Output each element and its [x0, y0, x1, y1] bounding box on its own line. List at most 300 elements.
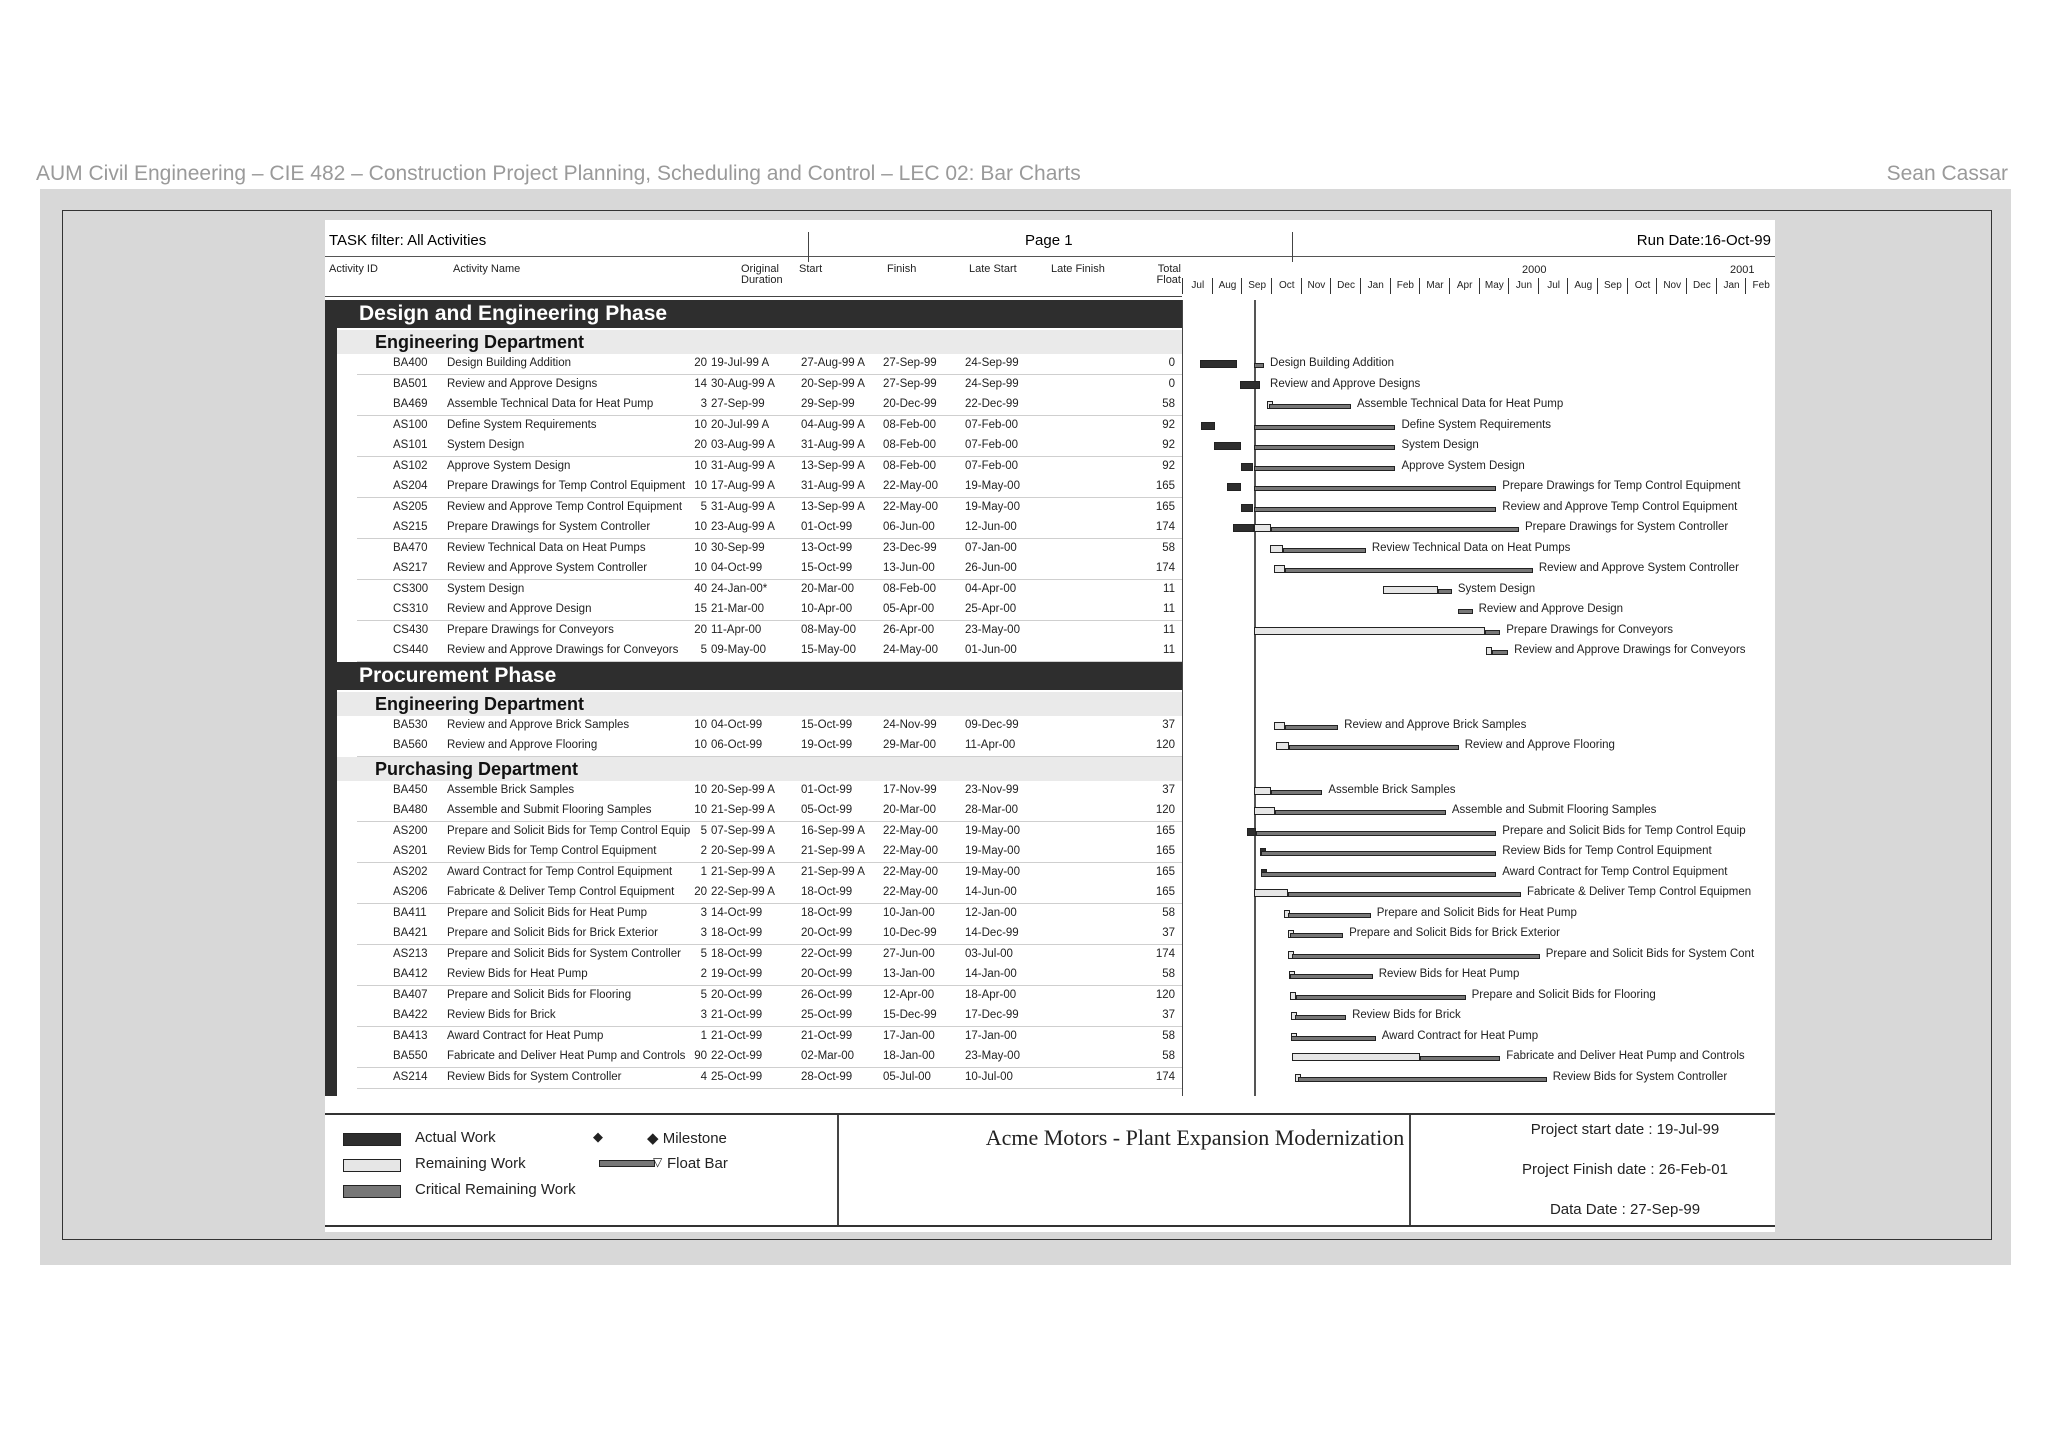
duration: 90: [694, 1050, 707, 1062]
activity-name: Review Bids for Temp Control Equipment: [447, 845, 657, 857]
late-finish: 19-May-00: [965, 865, 1020, 878]
table-row[interactable]: [357, 842, 1182, 863]
start-date: 30-Sep-99: [711, 541, 765, 554]
duration: 10: [694, 783, 707, 796]
col-total-float: Total Float: [1156, 263, 1181, 286]
activity-name: Review Bids for Brick: [447, 1009, 556, 1021]
table-row[interactable]: [357, 641, 1182, 662]
float-bar: [1261, 851, 1496, 856]
activity-name: Review and Approve Designs: [447, 377, 598, 390]
total-float: 11: [1163, 603, 1175, 615]
float-bar: [1254, 363, 1264, 368]
total-float: 165: [1155, 824, 1175, 837]
late-finish: 10-Jul-00: [965, 1070, 1013, 1083]
task-filter: TASK filter: All Activities: [329, 232, 487, 249]
float-bar: [1254, 486, 1496, 491]
late-finish: 19-May-00: [965, 824, 1020, 837]
gantt-bar-label: Assemble Brick Samples: [1328, 783, 1456, 796]
divider: [1409, 1115, 1411, 1225]
activity-id: BA421: [393, 927, 428, 939]
actual-work-bar: [1233, 524, 1254, 532]
table-row[interactable]: [357, 539, 1182, 560]
late-start: 20-Mar-00: [883, 804, 937, 816]
month-label: Sep: [1597, 278, 1628, 294]
start-date: 11-Apr-00: [711, 623, 762, 636]
finish-date: 05-Oct-99: [801, 804, 853, 816]
late-finish: 07-Jan-00: [965, 541, 1017, 554]
slide-header-author: Sean Cassar: [1886, 162, 2008, 185]
gantt-bar-label: Fabricate and Deliver Heat Pump and Controls: [1506, 1050, 1745, 1062]
legend-float: Float Bar: [667, 1155, 728, 1172]
table-row[interactable]: [357, 1047, 1182, 1068]
activity-id: BA560: [393, 739, 428, 751]
late-finish: 03-Jul-00: [965, 947, 1013, 960]
table-row[interactable]: [357, 945, 1182, 966]
gantt-bar-label: Review Bids for Heat Pump: [1378, 968, 1520, 980]
remaining-work-bar: [1383, 586, 1438, 594]
activity-id: AS213: [393, 947, 428, 960]
col-finish: Finish: [887, 263, 917, 275]
late-start: 10-Jan-00: [883, 906, 935, 919]
float-bar: [1275, 810, 1446, 815]
month-label: Jul: [1182, 278, 1213, 294]
activity-name: Prepare Drawings for Temp Control Equipment: [447, 480, 686, 492]
table-row[interactable]: [357, 883, 1182, 904]
gantt-bar-label: Review Bids for Brick: [1352, 1009, 1461, 1021]
late-start: 22-May-00: [883, 865, 938, 878]
float-bar: [1271, 527, 1519, 532]
duration: 14: [694, 377, 707, 390]
activity-id: AS215: [393, 521, 428, 533]
late-finish: 12-Jan-00: [965, 906, 1017, 919]
finish-date: 02-Mar-00: [801, 1050, 855, 1062]
month-label: Dec: [1686, 278, 1717, 294]
remaining-work-bar: [1276, 742, 1289, 750]
float-bar-swatch: [599, 1160, 655, 1167]
department-header: [337, 330, 1182, 354]
float-bar: [1295, 1015, 1346, 1020]
late-finish: 01-Jun-00: [965, 644, 1017, 656]
late-start: 29-Mar-00: [883, 739, 937, 751]
duration: 10: [694, 739, 707, 751]
gantt-bar-label: Prepare and Solicit Bids for Heat Pump: [1376, 906, 1577, 919]
late-start: 24-May-00: [883, 644, 938, 656]
activity-id: BA550: [393, 1050, 428, 1062]
table-row[interactable]: [357, 986, 1182, 1007]
float-bar: [1254, 425, 1395, 430]
duration: 10: [694, 418, 707, 431]
late-finish: 24-Sep-99: [965, 377, 1019, 390]
late-start: 05-Jul-00: [883, 1070, 931, 1083]
float-bar: [1296, 995, 1466, 1000]
left-stripe: [325, 300, 337, 1096]
duration: 5: [700, 947, 707, 960]
late-start: 18-Jan-00: [883, 1050, 935, 1062]
activity-id: BA407: [393, 988, 428, 1001]
activity-name: Prepare Drawings for Conveyors: [447, 623, 614, 636]
activity-name: Fabricate & Deliver Temp Control Equipment: [447, 886, 675, 898]
finish-date: 01-Oct-99: [801, 521, 853, 533]
activity-name: Review Bids for System Controller: [447, 1070, 622, 1083]
col-activity-name: Activity Name: [453, 263, 521, 275]
activity-name: Assemble Brick Samples: [447, 783, 575, 796]
activity-id: BA413: [393, 1029, 428, 1042]
activity-id: AS100: [393, 418, 428, 431]
late-finish: 25-Apr-00: [965, 603, 1017, 615]
total-float: 174: [1155, 947, 1175, 960]
total-float: 165: [1155, 865, 1175, 878]
activity-name: Prepare and Solicit Bids for Temp Control Equip: [447, 824, 691, 837]
float-bar: [1291, 1036, 1376, 1041]
project-title: Acme Motors - Plant Expansion Modernization: [985, 1125, 1405, 1150]
start-date: 24-Jan-00*: [711, 582, 768, 595]
month-label: May: [1479, 278, 1510, 294]
late-finish: 14-Jan-00: [965, 968, 1017, 980]
activity-name: Assemble and Submit Flooring Samples: [447, 804, 652, 816]
table-row[interactable]: [357, 375, 1182, 396]
total-float: 11: [1163, 623, 1175, 636]
slide-header-course: AUM Civil Engineering – CIE 482 – Construction Project Planning, Scheduling and Control – LEC 02: Bar Charts: [36, 162, 1081, 185]
duration: 3: [700, 906, 707, 919]
duration: 1: [700, 1029, 707, 1042]
gantt-bar-label: Review and Approve Brick Samples: [1344, 718, 1527, 731]
finish-date: 31-Aug-99 A: [801, 480, 865, 492]
duration: 10: [694, 521, 707, 533]
finish-date: 13-Sep-99 A: [801, 459, 865, 472]
float-bar: [1438, 589, 1452, 594]
float-bar: [1290, 933, 1343, 938]
float-bar: [1492, 650, 1508, 655]
late-finish: 09-Dec-99: [965, 718, 1019, 731]
actual-work-bar: [1241, 463, 1253, 471]
table-row[interactable]: [357, 924, 1182, 945]
activity-id: AS214: [393, 1070, 428, 1083]
activity-id: BA400: [393, 357, 428, 369]
total-float: 58: [1162, 398, 1175, 410]
remaining-work-swatch: [343, 1159, 401, 1172]
activity-id: CS430: [393, 623, 429, 636]
start-date: 19-Oct-99: [711, 968, 763, 980]
gantt-bar-label: Prepare Drawings for System Controller: [1525, 521, 1729, 533]
month-label: Oct: [1627, 278, 1658, 294]
total-float: 165: [1155, 886, 1175, 898]
late-finish: 14-Jun-00: [965, 886, 1017, 898]
activity-id: AS206: [393, 886, 428, 898]
late-start: 22-May-00: [883, 480, 938, 492]
month-label: Apr: [1449, 278, 1480, 294]
activity-id: BA422: [393, 1009, 428, 1021]
table-row[interactable]: [357, 580, 1182, 601]
duration: 3: [700, 927, 707, 939]
actual-work-bar: [1241, 504, 1253, 512]
month-label: Feb: [1390, 278, 1421, 294]
table-row[interactable]: [357, 498, 1182, 519]
duration: 10: [694, 562, 707, 574]
late-finish: 22-Dec-99: [965, 398, 1019, 410]
float-bar: [1298, 1077, 1547, 1082]
start-date: 25-Oct-99: [711, 1070, 763, 1083]
table-row[interactable]: [357, 1006, 1182, 1027]
total-float: 174: [1155, 521, 1175, 533]
col-start: Start: [799, 263, 823, 275]
remaining-work-bar: [1274, 565, 1285, 573]
late-start: 08-Feb-00: [883, 459, 937, 472]
table-row[interactable]: [357, 518, 1182, 539]
remaining-work-bar: [1292, 1053, 1420, 1061]
activity-name: Prepare and Solicit Bids for Heat Pump: [447, 906, 648, 919]
duration: 5: [700, 988, 707, 1001]
activity-name: Prepare Drawings for System Controller: [447, 521, 651, 533]
duration: 20: [694, 623, 707, 636]
late-start: 17-Jan-00: [883, 1029, 935, 1042]
float-bar: [1254, 466, 1395, 471]
department-title: Engineering Department: [375, 332, 585, 352]
divider: [325, 296, 1182, 297]
activity-id: CS300: [393, 582, 429, 595]
divider: [837, 1115, 839, 1225]
remaining-work-bar: [1254, 524, 1271, 532]
table-row[interactable]: [357, 416, 1182, 437]
table-row[interactable]: [357, 600, 1182, 621]
late-start: 10-Dec-99: [883, 927, 937, 939]
activity-name: Review and Approve Design: [447, 603, 592, 615]
finish-date: 27-Aug-99 A: [801, 357, 865, 369]
activity-id: BA450: [393, 783, 428, 796]
finish-date: 28-Oct-99: [801, 1070, 853, 1083]
finish-date: 31-Aug-99 A: [801, 439, 865, 451]
late-finish: 07-Feb-00: [965, 439, 1019, 451]
table-row[interactable]: [357, 559, 1182, 580]
table-row[interactable]: [357, 1027, 1182, 1048]
table-row[interactable]: [357, 621, 1182, 642]
activity-id: AS204: [393, 480, 428, 492]
duration: 2: [700, 845, 707, 857]
late-start: 27-Jun-00: [883, 947, 935, 960]
finish-date: 21-Sep-99 A: [801, 845, 865, 857]
start-date: 22-Sep-99 A: [711, 886, 775, 898]
gantt-bar-label: Prepare Drawings for Conveyors: [1506, 623, 1674, 636]
late-start: 05-Apr-00: [883, 603, 935, 615]
timeline-header: [1182, 264, 1775, 296]
late-start: 15-Dec-99: [883, 1009, 937, 1021]
project-start-date: Project start date : 19-Jul-99: [1530, 1121, 1720, 1138]
float-bar: [1289, 745, 1459, 750]
late-finish: 17-Jan-00: [965, 1029, 1017, 1042]
finish-date: 13-Sep-99 A: [801, 500, 865, 513]
critical-work-swatch: [343, 1185, 401, 1198]
late-start: 22-May-00: [883, 824, 938, 837]
late-finish: 07-Feb-00: [965, 459, 1019, 472]
start-date: 30-Aug-99 A: [711, 377, 775, 390]
phase-header: [325, 662, 1182, 690]
gantt-bar-label: Prepare and Solicit Bids for System Cont: [1545, 947, 1755, 960]
float-bar: [1261, 872, 1496, 877]
duration: 2: [700, 968, 707, 980]
late-finish: 19-May-00: [965, 500, 1020, 513]
month-label: Dec: [1330, 278, 1361, 294]
total-float: 37: [1162, 718, 1175, 731]
finish-date: 19-Oct-99: [801, 739, 853, 751]
total-float: 58: [1162, 541, 1175, 554]
late-finish: 07-Feb-00: [965, 418, 1019, 431]
legend-milestone: ◆ Milestone: [647, 1130, 727, 1147]
table-row[interactable]: [357, 716, 1182, 737]
gantt-bar-label: Review and Approve Temp Control Equipment: [1502, 500, 1738, 513]
gantt-bar-label: Define System Requirements: [1401, 418, 1552, 431]
duration: 20: [694, 439, 707, 451]
total-float: 37: [1162, 927, 1175, 939]
gantt-bar-label: Assemble and Submit Flooring Samples: [1451, 804, 1657, 816]
page-number: Page 1: [1025, 232, 1073, 249]
table-row[interactable]: [357, 354, 1182, 375]
table-row[interactable]: [357, 822, 1182, 843]
activity-id: BA501: [393, 377, 428, 390]
total-float: 165: [1155, 480, 1175, 492]
gantt-bar-label: Design Building Addition: [1270, 357, 1395, 369]
finish-date: 21-Oct-99: [801, 1029, 853, 1042]
data-date: Data Date : 27-Sep-99: [1549, 1201, 1701, 1218]
start-date: 07-Sep-99 A: [711, 824, 775, 837]
divider: [1292, 232, 1293, 262]
table-row[interactable]: [357, 457, 1182, 478]
legend-critical: Critical Remaining Work: [415, 1181, 576, 1198]
activity-id: AS101: [393, 439, 428, 451]
table-row[interactable]: [357, 863, 1182, 884]
total-float: 11: [1163, 582, 1175, 595]
gantt-report-sheet: [325, 220, 1775, 1232]
float-bar: [1290, 974, 1373, 979]
late-finish: 23-Nov-99: [965, 783, 1019, 796]
table-row[interactable]: [357, 965, 1182, 986]
month-label: Oct: [1271, 278, 1302, 294]
float-bar: [1288, 913, 1371, 918]
finish-date: 20-Sep-99 A: [801, 377, 865, 390]
actual-work-swatch: [343, 1133, 401, 1146]
table-row[interactable]: [357, 395, 1182, 416]
table-row[interactable]: [357, 436, 1182, 457]
table-row[interactable]: [357, 477, 1182, 498]
finish-date: 10-Apr-00: [801, 603, 853, 615]
late-start: 12-Apr-00: [883, 988, 935, 1001]
table-row[interactable]: [357, 781, 1182, 802]
float-bar: [1485, 630, 1500, 635]
late-finish: 24-Sep-99: [965, 357, 1019, 369]
duration: 1: [700, 865, 707, 878]
remaining-work-bar: [1254, 787, 1271, 795]
late-start: 20-Dec-99: [883, 398, 937, 410]
gantt-bar-label: Prepare and Solicit Bids for Brick Exterior: [1349, 927, 1561, 939]
late-finish: 19-May-00: [965, 480, 1020, 492]
table-row[interactable]: [357, 1068, 1182, 1089]
start-date: 03-Aug-99 A: [711, 439, 775, 451]
late-start: 08-Feb-00: [883, 418, 937, 431]
float-bar: [1285, 725, 1338, 730]
gantt-bar-label: Review Bids for System Controller: [1552, 1070, 1728, 1083]
actual-work-bar: [1200, 360, 1238, 368]
start-date: 04-Oct-99: [711, 562, 763, 574]
finish-date: 16-Sep-99 A: [801, 824, 865, 837]
duration: 3: [700, 398, 707, 410]
activity-name: Prepare and Solicit Bids for Brick Exterior: [447, 927, 658, 939]
activity-id: AS102: [393, 459, 428, 472]
finish-date: 21-Sep-99 A: [801, 865, 865, 878]
total-float: 92: [1162, 459, 1175, 472]
activity-id: AS202: [393, 865, 428, 878]
activity-name: Review Technical Data on Heat Pumps: [447, 541, 646, 554]
remaining-work-bar: [1270, 545, 1283, 553]
float-bar: [1292, 954, 1540, 959]
activity-id: BA412: [393, 968, 428, 980]
total-float: 174: [1155, 562, 1175, 574]
late-start: 13-Jun-00: [883, 562, 935, 574]
activity-id: BA469: [393, 398, 428, 410]
year-label: 2000: [1522, 264, 1547, 276]
finish-date: 13-Oct-99: [801, 541, 853, 554]
activity-name: Award Contract for Heat Pump: [447, 1029, 604, 1042]
activity-name: Assemble Technical Data for Heat Pump: [447, 398, 654, 410]
month-label: Aug: [1567, 278, 1598, 294]
gantt-bar-label: Award Contract for Temp Control Equipment: [1502, 865, 1728, 878]
actual-work-bar: [1247, 828, 1256, 836]
late-start: 13-Jan-00: [883, 968, 935, 980]
department-header: [337, 757, 1182, 781]
duration: 4: [700, 1070, 707, 1083]
month-label: Mar: [1419, 278, 1450, 294]
activity-id: CS310: [393, 603, 429, 615]
finish-date: 01-Oct-99: [801, 783, 853, 796]
float-bar: [1283, 548, 1366, 553]
gantt-bar-label: Review and Approve Flooring: [1464, 739, 1615, 751]
total-float: 174: [1155, 1070, 1175, 1083]
activity-id: CS440: [393, 644, 429, 656]
finish-date: 18-Oct-99: [801, 906, 853, 919]
run-date: Run Date:16-Oct-99: [1636, 232, 1771, 249]
duration: 40: [694, 582, 707, 595]
gantt-bar-label: Prepare and Solicit Bids for Flooring: [1471, 988, 1656, 1001]
float-bar: [1256, 831, 1496, 836]
total-float: 58: [1162, 1050, 1175, 1062]
start-date: 31-Aug-99 A: [711, 500, 775, 513]
start-date: 27-Sep-99: [711, 398, 765, 410]
gantt-bar-label: Assemble Technical Data for Heat Pump: [1357, 398, 1564, 410]
start-date: 21-Mar-00: [711, 603, 765, 615]
activity-name: Design Building Addition: [447, 357, 572, 369]
phase-title: Procurement Phase: [359, 663, 557, 687]
table-row[interactable]: [357, 736, 1182, 757]
duration: 5: [700, 500, 707, 513]
duration: 5: [700, 644, 707, 656]
late-finish: 04-Apr-00: [965, 582, 1017, 595]
start-date: 21-Sep-99 A: [711, 865, 775, 878]
table-row[interactable]: [357, 801, 1182, 822]
start-date: 20-Sep-99 A: [711, 845, 775, 857]
duration: 3: [700, 1009, 707, 1021]
gantt-bar-label: Prepare Drawings for Temp Control Equipment: [1502, 480, 1741, 492]
start-date: 20-Sep-99 A: [711, 783, 775, 796]
finish-date: 26-Oct-99: [801, 988, 853, 1001]
start-date: 14-Oct-99: [711, 906, 763, 919]
start-date: 09-May-00: [711, 644, 766, 656]
late-start: 06-Jun-00: [883, 521, 935, 533]
late-start: 22-May-00: [883, 886, 938, 898]
late-start: 08-Feb-00: [883, 582, 937, 595]
legend-remaining: Remaining Work: [415, 1155, 526, 1172]
late-finish: 26-Jun-00: [965, 562, 1017, 574]
table-row[interactable]: [357, 904, 1182, 925]
gantt-bar-label: System Design: [1457, 582, 1536, 595]
finish-date: 22-Oct-99: [801, 947, 853, 960]
start-date: 23-Aug-99 A: [711, 521, 775, 533]
